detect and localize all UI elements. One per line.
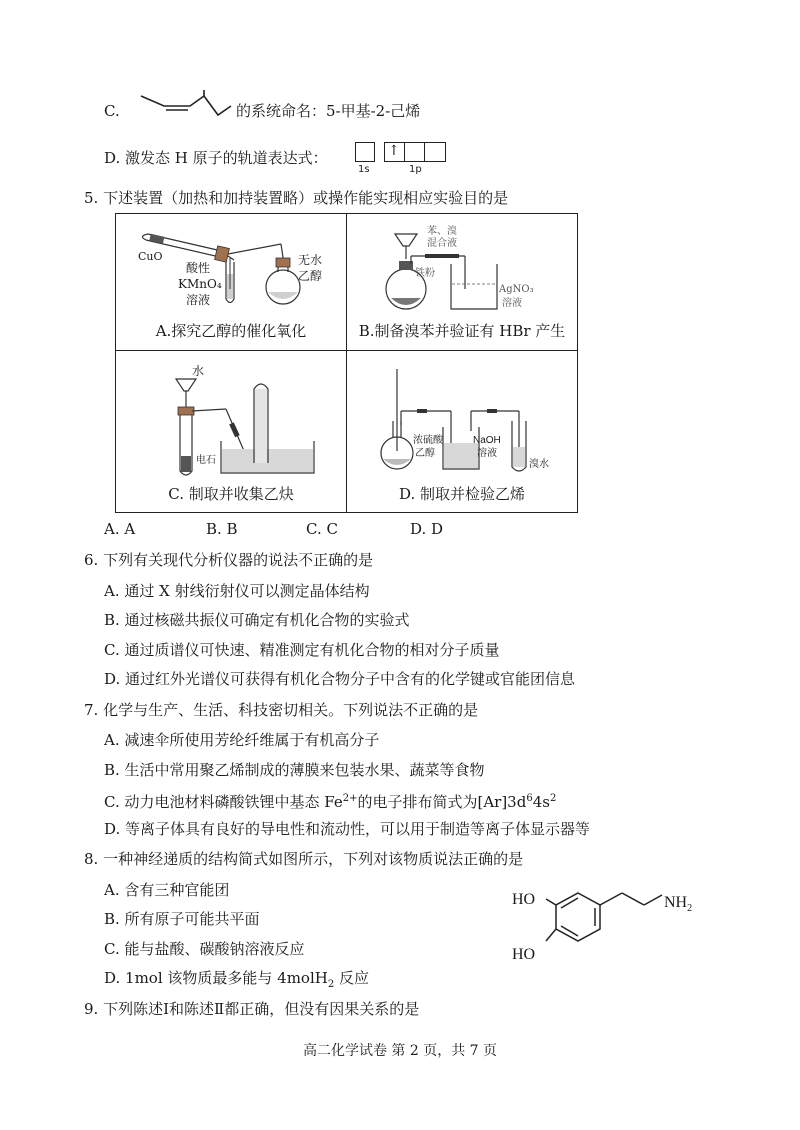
orbital-label-1p: 1p [409, 164, 422, 175]
label-acidic: 酸性 [186, 261, 211, 275]
q5-caption-c: C. 制取并收集乙炔 [168, 485, 294, 503]
q4-option-c [104, 101, 120, 121]
q8-option-a: A. 含有三种官能团 [104, 881, 230, 899]
q5-cell-d [347, 351, 577, 512]
label-ho-top: HO [512, 891, 536, 908]
label-iron-powder: 铁粉 [415, 268, 435, 279]
label-ho-bottom: HO [512, 946, 536, 963]
orbital-box-1s [355, 142, 375, 162]
orbital-diagram [355, 142, 450, 178]
q9-stem: 9. 下列陈述Ⅰ和陈述Ⅱ都正确，但没有因果关系的是 [84, 1000, 420, 1018]
label-ethanol: 乙醇 [298, 269, 323, 283]
q4-option-d-text: D. 激发态 H 原子的轨道表达式： [104, 149, 328, 167]
label-water: 水 [192, 364, 205, 378]
q6-option-d: D. 通过红外光谱仪可获得有机化合物分子中含有的化学键或官能团信息 [104, 670, 576, 688]
label-calcium-carbide: 电石 [196, 455, 216, 466]
page-footer: 高二化学试卷 第 2 页，共 7 页 [302, 1043, 498, 1059]
q6-option-a: A. 通过 X 射线衍射仪可以测定晶体结构 [104, 582, 370, 600]
q5-option-b: B. B [206, 520, 238, 538]
q7-option-c: C. 动力电池材料磷酸铁锂中基态 $Fe^{2+}$的电子排布简式为$[Ar]3d^64s^2$ [104, 793, 557, 811]
q6-option-b: B. 通过核磁共振仪可确定有机化合物的实验式 [104, 611, 410, 629]
q7-option-a: A. 减速伞所使用芳纶纤维属于有机高分子 [104, 731, 380, 749]
q5-option-c: C. C [306, 520, 338, 538]
label-kmno4: KMnO₄ [178, 277, 222, 291]
q4-option-c-prefix: C. [104, 102, 120, 120]
orbital-box-1p-group [384, 142, 446, 162]
q8-option-d: D. 1mol 该物质最多能与 4molH$_2$ 反应 [104, 969, 369, 990]
q8-option-b: B. 所有原子可能共平面 [104, 910, 260, 928]
q5-cell-a [116, 214, 346, 350]
q5-apparatus-grid [115, 213, 578, 513]
q5-option-d: D. D [410, 520, 444, 538]
label-nh2: $NH_2$ [664, 894, 693, 915]
q8-stem: 8. 一种神经递质的结构简式如图所示，下列对该物质说法正确的是 [84, 850, 524, 868]
q5-cell-b [347, 214, 577, 350]
electron-up-arrow-icon: ↑ [388, 143, 400, 159]
label-agno3-solution: 溶液 [502, 298, 522, 309]
q5-option-a: A. A [104, 520, 136, 538]
label-conc-sulfuric-acid: 浓硫酸 [413, 435, 443, 446]
label-mixture: 混合液 [427, 238, 457, 249]
orbital-label-1s: 1s [358, 164, 370, 175]
q7-option-b: B. 生活中常用聚乙烯制成的薄膜来包装水果、蔬菜等食物 [104, 761, 485, 779]
label-naoh: NaOH [473, 435, 501, 446]
q5-stem: 5. 下述装置（加热和加持装置略）或操作能实现相应实验目的是 [84, 189, 509, 207]
q4-option-c-text: 的系统命名：5-甲基-2-己烯 [236, 102, 421, 120]
q5-caption-a: A.探究乙醇的催化氧化 [155, 322, 307, 340]
label-ethanol-d: 乙醇 [415, 448, 435, 459]
hexene-skeletal-structure [138, 88, 234, 124]
apparatus-c-diagram [116, 351, 346, 481]
apparatus-b-diagram [347, 214, 577, 324]
label-benzene-bromine: 苯、溴 [427, 226, 457, 237]
q5-caption-b: B.制备溴苯并验证有 HBr 产生 [358, 322, 566, 340]
q6-stem: 6. 下列有关现代分析仪器的说法不正确的是 [84, 551, 374, 569]
q6-option-c: C. 通过质谱仪可快速、精准测定有机化合物的相对分子质量 [104, 641, 500, 659]
label-cuo: CuO [138, 250, 163, 263]
q7-option-d: D. 等离子体具有良好的导电性和流动性，可以用于制造等离子体显示器等 [104, 820, 591, 838]
q5-caption-d: D. 制取并检验乙烯 [398, 485, 526, 503]
label-bromine-water: 溴水 [529, 459, 549, 470]
label-anhydrous: 无水 [298, 253, 323, 267]
label-solution: 溶液 [186, 293, 211, 307]
label-naoh-solution: 溶液 [477, 448, 497, 459]
q7-stem: 7. 化学与生产、生活、科技密切相关。下列说法不正确的是 [84, 701, 479, 719]
q8-option-c: C. 能与盐酸、碳酸钠溶液反应 [104, 940, 305, 958]
q5-cell-c [116, 351, 346, 512]
label-agno3: AgNO₃ [499, 284, 534, 295]
